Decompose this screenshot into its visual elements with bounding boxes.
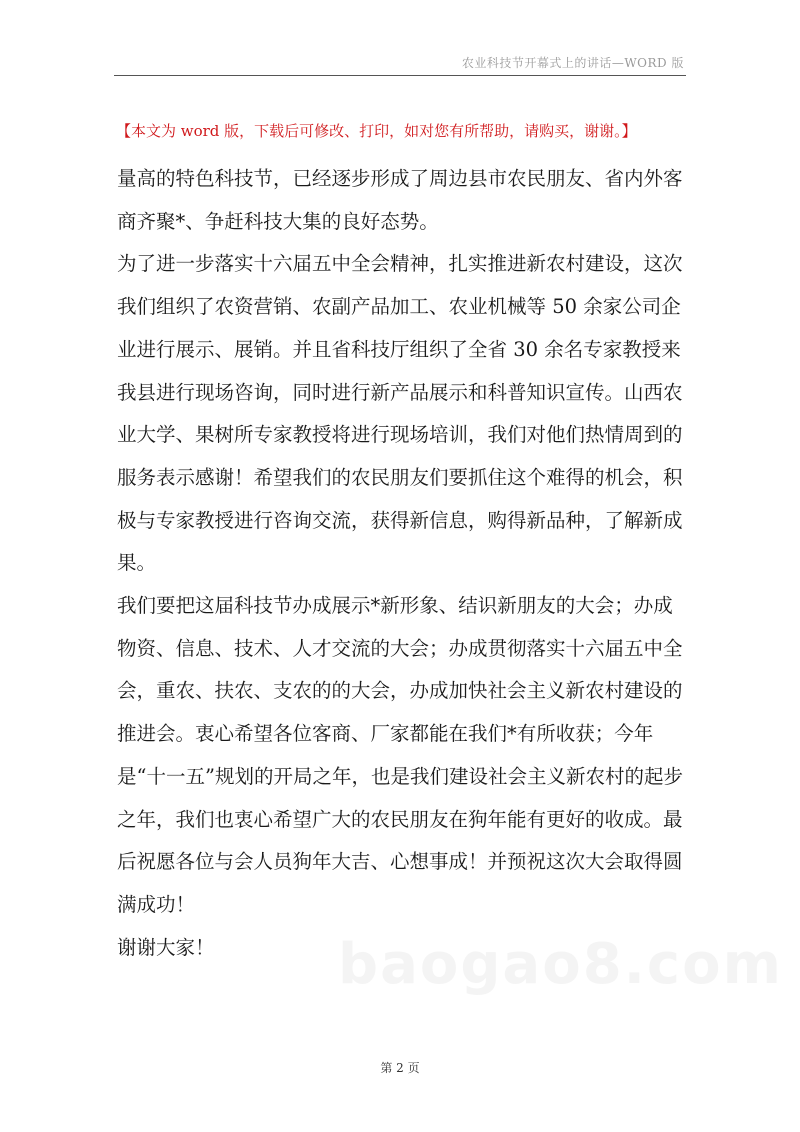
page-header-title: 农业科技节开幕式上的讲话—WORD 版 bbox=[461, 56, 684, 70]
download-notice: 【本文为 word 版，下载后可修改、打印，如对您有所帮助，请购买，谢谢。】 bbox=[116, 122, 637, 140]
paragraph-4: 谢谢大家！ bbox=[117, 935, 215, 959]
document-body bbox=[117, 158, 687, 969]
paragraph-2: 为了进一步落实十六届五中全会精神，扎实推进新农村建设，这次我们组织了农资营销、农副产品加工、农业机械等 50 余家公司企业进行展示、展销。并且省科技厅组织了全省 30 余名专家教授来我县进行现场咨询，同时进行新产品展示和科普知识宣传。山西农业大学、果树所专家教授将进行现场培训，我们对他们热情周到的服务表示感谢！希望我们的农民朋友们要抓住这个难得的机会，积极与专家教授进行咨询交流，获得新信息，购得新品种，了解新成果。 bbox=[117, 252, 683, 575]
page-number: 第 2 页 bbox=[380, 1061, 420, 1075]
paragraph-1: 量高的特色科技节，已经逐步形成了周边县市农民朋友、省内外客商齐聚*、争赶科技大集的良好态势。 bbox=[117, 167, 683, 233]
paragraph-3: 我们要把这届科技节办成展示*新形象、结识新朋友的大会；办成物资、信息、技术、人才交流的大会；办成贯彻落实十六届五中全会，重农、扶农、支农的的大会，办成加快社会主义新农村建设的推进会。衷心希望各位客商、厂家都能在我们*有所收获；今年是“十一五”规划的开局之年，也是我们建设社会主义新农村的起步之年，我们也衷心希望广大的农民朋友在狗年能有更好的收成。最后祝愿各位与会人员狗年大吉、心想事成！并预祝这次大会取得圆满成功！ bbox=[117, 594, 683, 916]
header-divider bbox=[114, 75, 686, 76]
watermark: baogao8.com bbox=[338, 932, 783, 997]
